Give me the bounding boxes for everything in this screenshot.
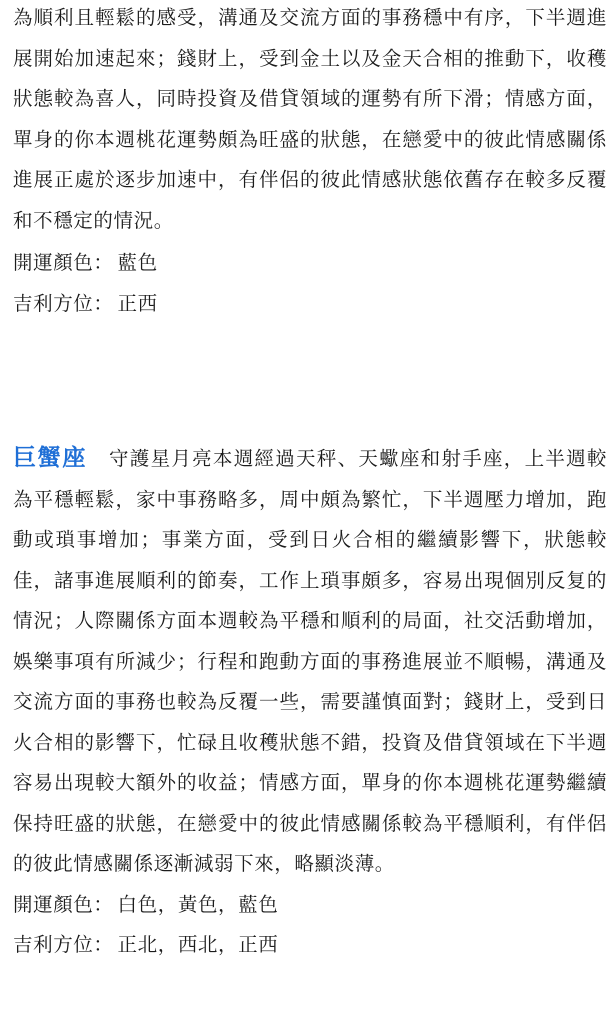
lucky-color-label: 開運顏色： (13, 892, 114, 916)
cancer-lucky-direction (13, 925, 607, 966)
cancer-lucky-color (13, 885, 607, 926)
lucky-direction-value: 正西 (117, 291, 158, 315)
cancer-section (13, 438, 607, 966)
cancer-title: 巨蟹座 (13, 445, 88, 471)
cancer-body: 守護星月亮本週經過天秤、天蠍座和射手座，上半週較為平穩輕鬆，家中事務略多，周中頗為繁忙，下半週壓力增加，跑動或瑣事增加；事業方面，受到日火合相的繼續影響下，狀態較佳，諸事進展順利的節奏，工作上瑣事頗多，容易出現個別反复的情況；人際關係方面本週較為平穩和順利的局面，社交活動增加，娛樂事項有所減少；行程和跑動方面的事務進展並不順暢，溝通及交流方面的事務也較為反覆一些，需要謹慎面對；錢財上，受到日火合相的影響下，忙碌且收穫狀態不錯，投資及借貸領域在下半週容易出現較大額外的收益；情感方面，單身的你本週桃花運勢繼續保持旺盛的狀態，在戀愛中的彼此情感關係較為平穩順利，有伴侶的彼此情感關係逐漸減弱下來，略顯淡薄。 (13, 447, 607, 875)
lucky-direction-label: 吉利方位： (13, 291, 114, 315)
horoscope-article (13, 0, 607, 956)
previous-sign-body: 為順利且輕鬆的感受，溝通及交流方面的事務穩中有序，下半週進展開始加速起來；錢財上，受到金土以及金天合相的推動下，收穫狀態較為喜人，同時投資及借貸領域的運勢有所下滑；情感方面，單身的你本週桃花運勢頗為旺盛的狀態，在戀愛中的彼此情感關係進展正處於逐步加速中，有伴侶的彼此情感狀態依舊存在較多反覆和不穩定的情況。 (13, 6, 607, 232)
lucky-color-value: 藍色 (117, 251, 158, 274)
previous-lucky-color (13, 243, 607, 284)
lucky-color-label: 開運顏色： (13, 251, 114, 274)
lucky-direction-label: 吉利方位： (13, 933, 114, 956)
lucky-color-value: 白色，黃色，藍色 (117, 892, 279, 916)
previous-sign-section (13, 0, 607, 324)
lucky-direction-value: 正北，西北，正西 (117, 933, 279, 956)
cancer-body-paragraph (13, 438, 607, 885)
previous-lucky-direction (13, 284, 607, 325)
